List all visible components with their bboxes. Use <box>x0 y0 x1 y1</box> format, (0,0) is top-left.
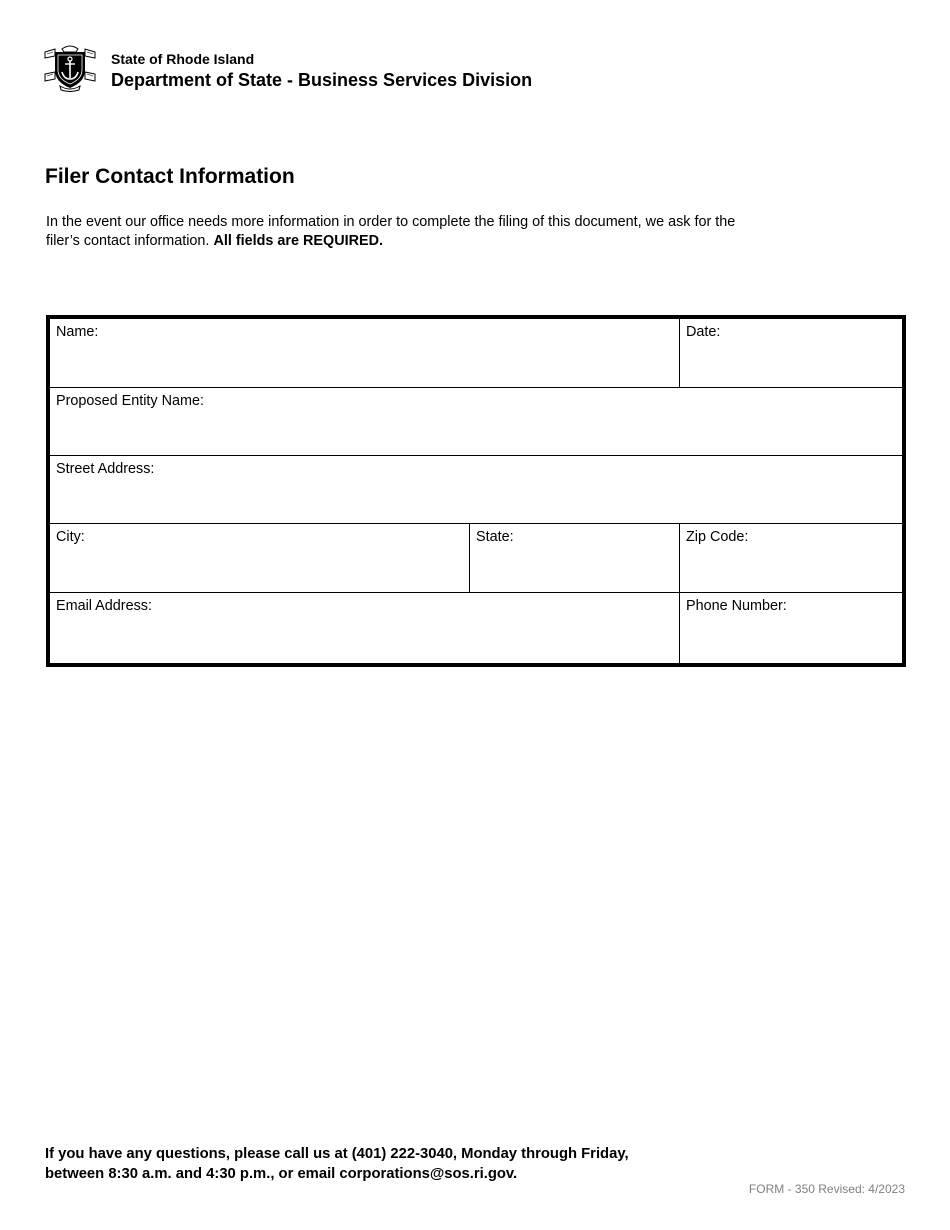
phone-number-label: Phone Number: <box>686 598 787 614</box>
name-label: Name: <box>56 324 99 340</box>
date-label: Date: <box>686 324 721 340</box>
department-name: Department of State - Business Services Division <box>111 70 533 90</box>
questions-note <box>45 1145 629 1184</box>
questions-line-2: between 8:30 a.m. and 4:30 p.m., or email corporations@sos.ri.gov. <box>45 1165 518 1182</box>
phone-number-field[interactable] <box>680 593 902 663</box>
intro-line-2-start: filer’s contact information. <box>46 233 210 249</box>
contact-form <box>46 315 906 667</box>
email-address-field[interactable] <box>50 593 680 663</box>
intro-line-2 <box>46 232 846 251</box>
city-label: City: <box>56 529 85 545</box>
date-field[interactable] <box>680 319 902 388</box>
intro-line-1: In the event our office needs more information in order to complete the filing of this document, we ask for the <box>46 214 736 230</box>
form-title: Filer Contact Information <box>45 165 295 188</box>
state-label: State: <box>476 529 514 545</box>
street-address-field[interactable] <box>50 456 902 524</box>
intro-text <box>46 213 846 251</box>
required-notice: All fields are REQUIRED. <box>213 233 383 249</box>
questions-line-1: If you have any questions, please call us at (401) 222-3040, Monday through Friday, <box>45 1146 629 1162</box>
zip-code-label: Zip Code: <box>686 529 749 545</box>
entity-name-field[interactable] <box>50 388 902 456</box>
zip-code-field[interactable] <box>680 524 902 593</box>
name-field[interactable] <box>50 319 680 388</box>
city-field[interactable] <box>50 524 470 593</box>
state-name: State of Rhode Island <box>111 51 255 67</box>
form-revision-code: FORM - 350 Revised: 4/2023 <box>748 1182 905 1196</box>
entity-name-label: Proposed Entity Name: <box>56 393 204 409</box>
state-seal-icon <box>44 44 96 92</box>
email-address-label: Email Address: <box>56 598 152 614</box>
state-field[interactable] <box>470 524 680 593</box>
street-address-label: Street Address: <box>56 461 155 477</box>
